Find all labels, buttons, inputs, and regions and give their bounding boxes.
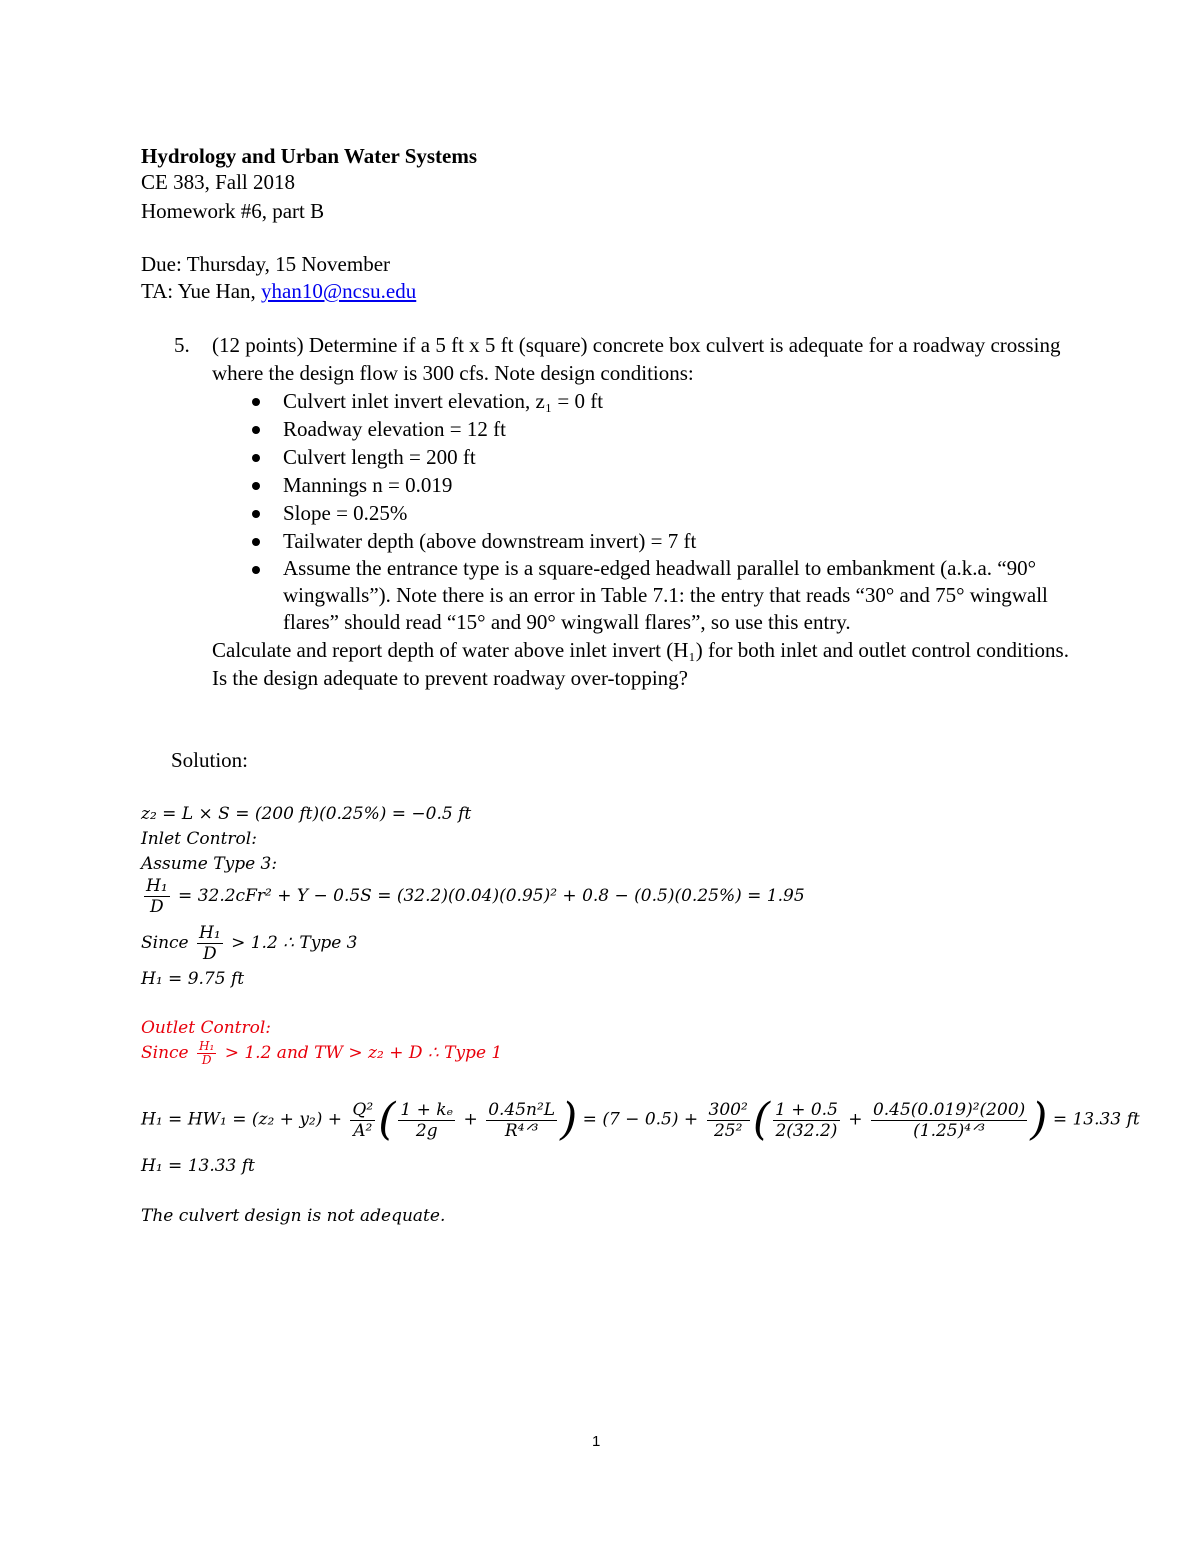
design-conditions-list bbox=[212, 387, 1074, 636]
z2-equation: z₂ = L × S = (200 ft)(0.25%) = −0.5 ft bbox=[141, 804, 472, 824]
h1-over-d-rhs: = 32.2cFr² + Y − 0.5S = (32.2)(0.04)(0.95)² + 0.8 − (0.5)(0.25%) = 1.95 bbox=[178, 886, 805, 906]
list-item: Assume the entrance type is a square-edged headwall parallel to embankment (a.k.a. “90° wingwalls”). Note there is an error in Table 7.1: the entry that reads “30° and 75° wingwall flares” should read “15° and 90° wingwall flares”, so use this entry. bbox=[212, 555, 1074, 636]
list-item: Slope = 0.25% bbox=[212, 499, 1074, 527]
h1-outlet-result: H₁ = 13.33 ft bbox=[141, 1156, 255, 1176]
ta-email-link[interactable]: yhan10@ncsu.edu bbox=[261, 279, 417, 303]
list-item: Culvert inlet invert elevation, z₁ = 0 ft bbox=[212, 387, 1074, 415]
due-date: Due: Thursday, 15 November bbox=[141, 252, 391, 276]
course-info: CE 383, Fall 2018 bbox=[141, 170, 296, 194]
since-type-1: Since $\frac{\text{H₁}}{D}$ > 1.2 and TW > z₂ + D ∴ Type 1 bbox=[141, 1039, 503, 1067]
h1-over-d-equation bbox=[141, 876, 805, 917]
inlet-control-heading: Inlet Control: bbox=[141, 829, 257, 849]
list-item: Mannings n = 0.019 bbox=[212, 471, 1074, 499]
since-fraction: $\frac{\text{H₁}}{D}$ bbox=[199, 923, 221, 964]
bullet-icon bbox=[252, 426, 260, 434]
bullet-icon bbox=[252, 454, 260, 462]
assume-type-3: Assume Type 3: bbox=[141, 854, 278, 874]
question-text: (12 points) Determine if a 5 ft x 5 ft (square) concrete box culvert is adequate for a roadway crossing where the design flow is 300 cfs. Note design conditions: bbox=[212, 333, 1061, 385]
bullet-icon bbox=[252, 398, 260, 406]
course-title: Hydrology and Urban Water Systems bbox=[141, 144, 478, 168]
outlet-control-equation: H₁ = HW₁ = (z₂ + y₂) + $\frac{\text{Q²}}{\text{A²}}$ ( $\frac{\text{1 + kₑ}}{2g}$ + $\frac{\text{0.45n²L}}{\text{R⁴ᐟ³}}$ ) = (7 − 0.5) + $\frac{\text{300²}}{\text{25²}}$ ( $\frac{1 + 0.5}{2(32.2)}$ + $\frac{\text{0.45(0.019)²(200)}}{\text{(1.25)⁴ᐟ³}}$ ) = 13.33 ft bbox=[141, 1094, 1140, 1145]
outlet-control-heading: Outlet Control: bbox=[141, 1018, 271, 1038]
h1-inlet-result: H₁ = 9.75 ft bbox=[141, 969, 245, 989]
solution-heading: Solution: bbox=[171, 748, 249, 772]
conclusion: The culvert design is not adequate. bbox=[141, 1206, 446, 1226]
question-5 bbox=[174, 331, 1074, 692]
list-item: Tailwater depth (above downstream invert) = 7 ft bbox=[212, 527, 1074, 555]
ta-label: TA: Yue Han, bbox=[141, 279, 262, 303]
bullet-icon bbox=[252, 566, 260, 574]
ta-line bbox=[141, 278, 416, 304]
bullet-icon bbox=[252, 510, 260, 518]
since-fraction-small: $\frac{\text{H₁}}{D}$ bbox=[199, 1039, 215, 1067]
bullet-icon bbox=[252, 538, 260, 546]
assignment-title: Homework #6, part B bbox=[141, 199, 325, 223]
list-item: Culvert length = 200 ft bbox=[212, 443, 1074, 471]
question-number: 5. bbox=[174, 333, 190, 357]
list-item: Roadway elevation = 12 ft bbox=[212, 415, 1074, 443]
page-number: 1 bbox=[592, 1433, 601, 1450]
bullet-icon bbox=[252, 482, 260, 490]
since-type-3: Since $\frac{\text{H₁}}{D}$ > 1.2 ∴ Type 3 bbox=[141, 923, 358, 964]
h1-over-d-fraction: $\frac{\text{H₁}}{D}$ bbox=[146, 876, 168, 917]
question-closing: Calculate and report depth of water above inlet invert (H₁) for both inlet and outlet control conditions. Is the design adequate to prevent roadway over-topping? bbox=[212, 638, 1069, 690]
